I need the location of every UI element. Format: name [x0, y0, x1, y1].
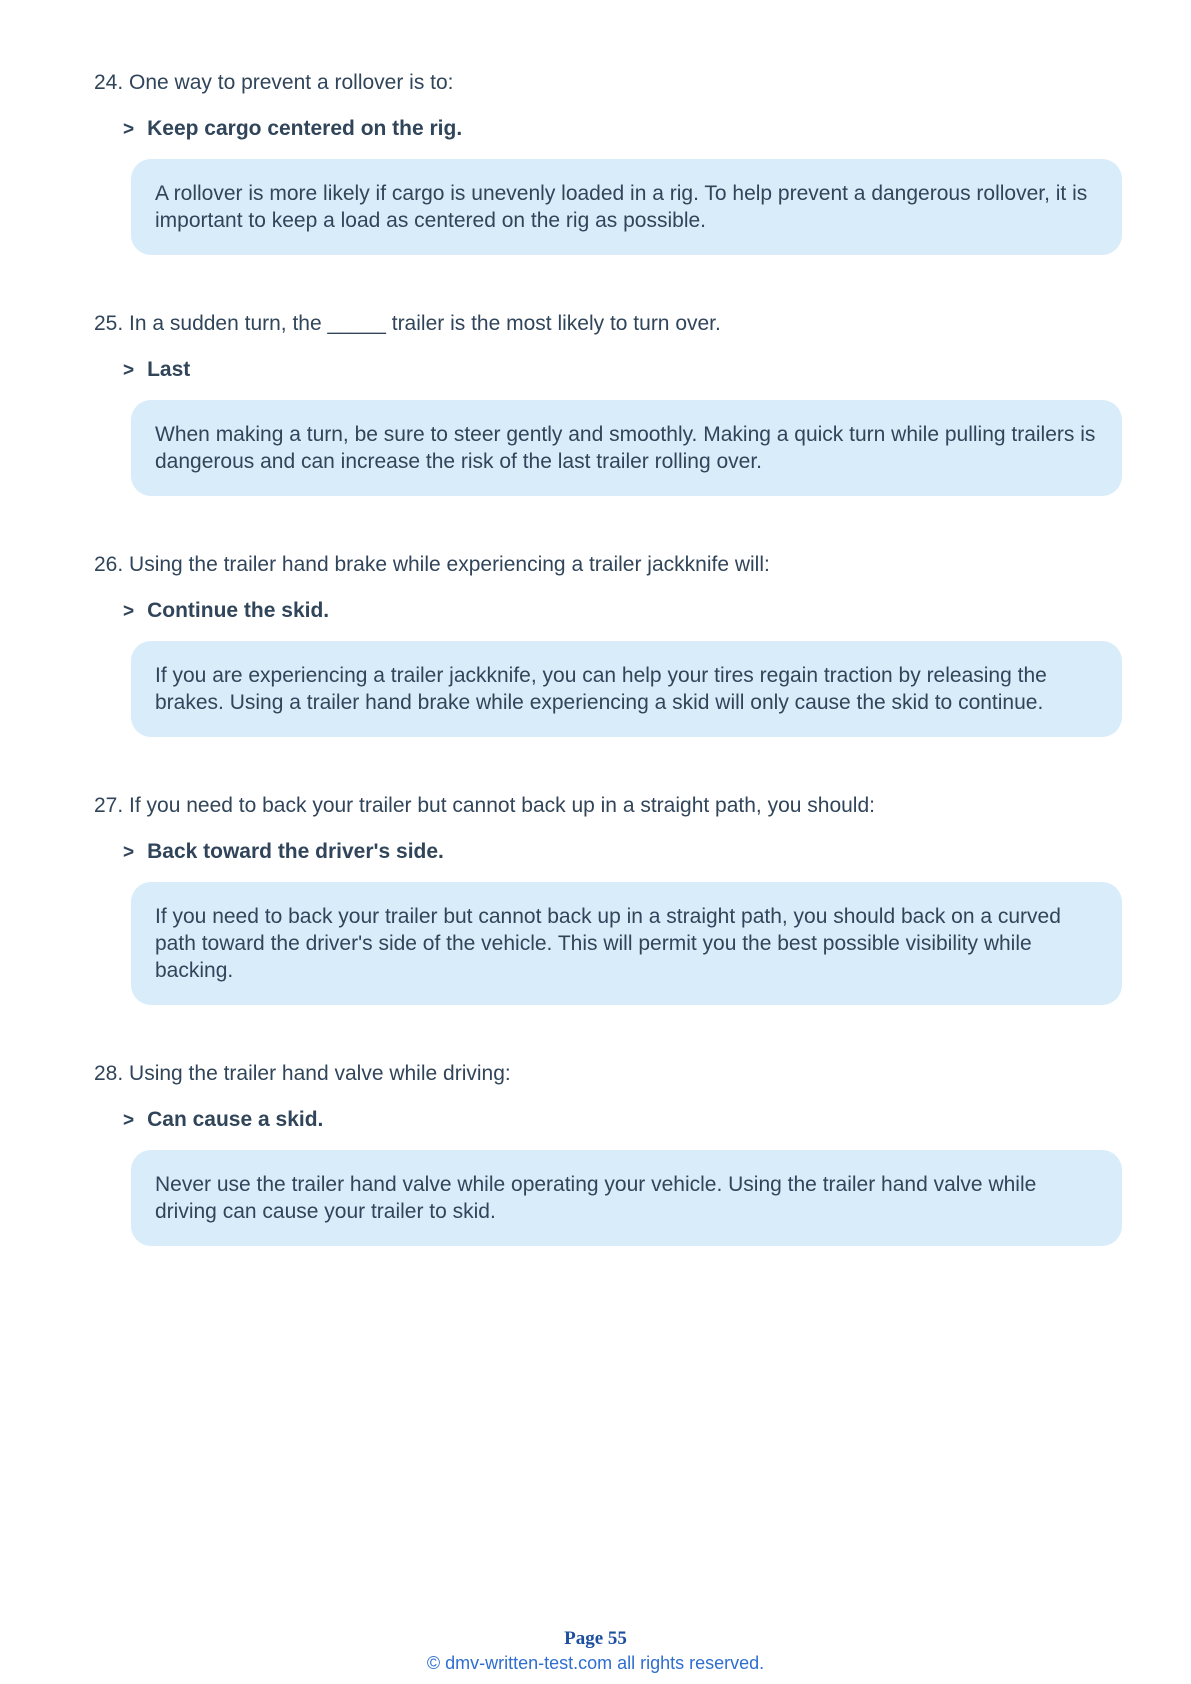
answer-line [123, 1107, 1191, 1133]
explanation-text: When making a turn, be sure to steer gently and smoothly. Making a quick turn while pulling trailers is dangerous and can increase the risk of the last trailer rolling over. [155, 423, 1096, 473]
answer-text: Continue the skid. [147, 599, 330, 622]
question-block [0, 311, 1191, 496]
answer-chevron-icon: > [123, 842, 135, 863]
answer-text: Last [147, 358, 191, 381]
answer-line [123, 598, 1191, 624]
answer-line [123, 357, 1191, 383]
question-text: 28. Using the trailer hand valve while driving: [94, 1062, 511, 1085]
answer-text: Back toward the driver's side. [147, 840, 444, 863]
answer-line [123, 839, 1191, 865]
explanation-box [131, 400, 1122, 496]
explanation-box [131, 641, 1122, 737]
question-block [0, 793, 1191, 1005]
explanation-box [131, 882, 1122, 1005]
question-block [0, 70, 1191, 255]
question-block [0, 552, 1191, 737]
page-number: Page 55 [564, 1628, 627, 1649]
explanation-text: If you are experiencing a trailer jackknife, you can help your tires regain traction by releasing the brakes. Using a trailer hand brake while experiencing a skid will only cause the skid to continue. [155, 664, 1047, 714]
question-text: 25. In a sudden turn, the _____ trailer is the most likely to turn over. [94, 312, 721, 335]
answer-chevron-icon: > [123, 119, 135, 140]
answer-text: Can cause a skid. [147, 1108, 324, 1131]
answer-chevron-icon: > [123, 1110, 135, 1131]
explanation-box [131, 159, 1122, 255]
copyright-text: © dmv-written-test.com all rights reserved. [426, 1653, 765, 1673]
explanation-text: If you need to back your trailer but cannot back up in a straight path, you should back on a curved path toward the driver's side of the vehicle. This will permit you the best possible visibility while backing. [155, 905, 1061, 982]
question-text: 27. If you need to back your trailer but cannot back up in a straight path, you should: [94, 794, 875, 817]
page-footer [0, 1627, 1191, 1675]
explanation-box [131, 1150, 1122, 1246]
answer-line [123, 116, 1191, 142]
explanation-text: Never use the trailer hand valve while operating your vehicle. Using the trailer hand valve while driving can cause your trailer to skid. [155, 1173, 1037, 1223]
answer-chevron-icon: > [123, 360, 135, 381]
question-text: 26. Using the trailer hand brake while experiencing a trailer jackknife will: [94, 553, 770, 576]
question-text: 24. One way to prevent a rollover is to: [94, 71, 454, 94]
explanation-text: A rollover is more likely if cargo is unevenly loaded in a rig. To help prevent a dangerous rollover, it is important to keep a load as centered on the rig as possible. [155, 182, 1088, 232]
answer-chevron-icon: > [123, 601, 135, 622]
answer-text: Keep cargo centered on the rig. [147, 117, 463, 140]
question-block [0, 1061, 1191, 1246]
